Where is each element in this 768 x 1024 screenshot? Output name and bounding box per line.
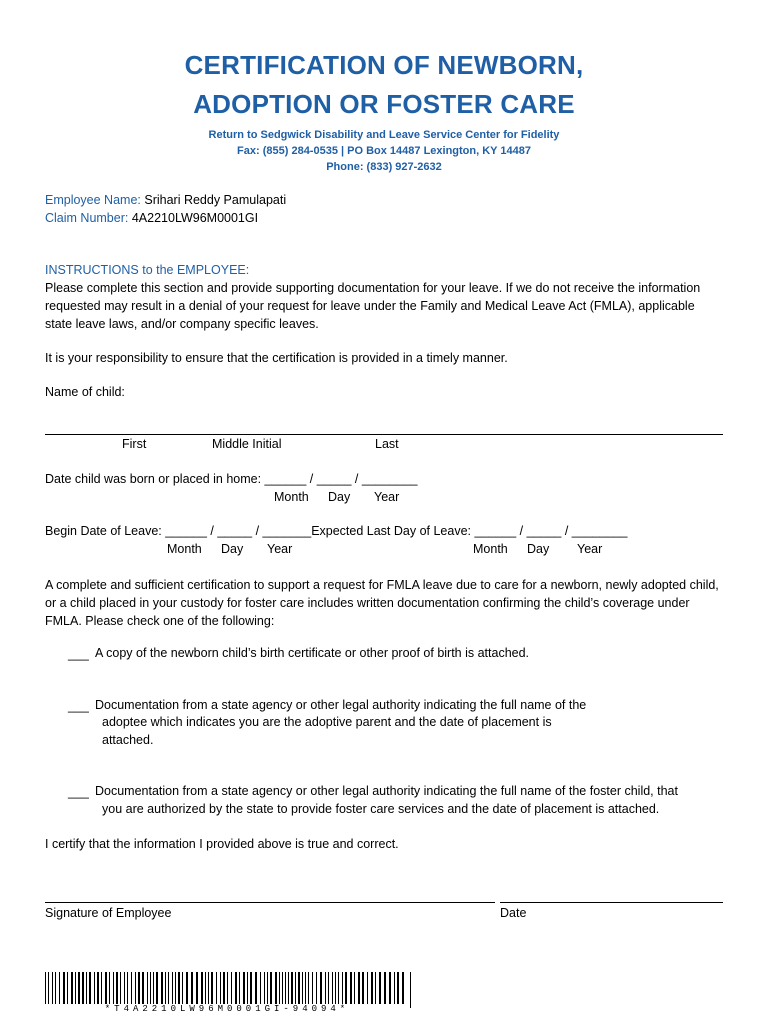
begin-year-caption: Year [267,542,293,556]
signature-label: Signature of Employee [45,906,172,920]
return-address-line: Return to Sedgwick Disability and Leave Service Center for Fidelity [208,129,560,141]
barcode [45,972,411,1008]
responsibility-text: It is your responsibility to ensure that the certification is provided in a timely manner. [45,351,508,365]
date-born-row: Date child was born or placed in home: ______ / _____ / ________ [45,472,418,486]
option2-text-line-1: Documentation from a state agency or other legal authority indicating the full name of the [95,698,587,712]
date-line[interactable] [500,902,723,903]
claim-number-label: Claim Number: [45,211,129,225]
end-year-caption: Year [577,542,603,556]
first-name-caption: First [122,437,147,451]
option3-text-line-2: you are authorized by the state to provide foster care services and the date of placement is attached. [102,802,660,816]
fax-address-line: Fax: (855) 284-0535 | PO Box 14487 Lexington, KY 14487 [237,145,531,157]
end-month-caption: Month [473,542,508,556]
begin-month-caption: Month [167,542,202,556]
last-name-caption: Last [375,437,399,451]
claim-number-row [45,211,258,225]
instructions-heading: INSTRUCTIONS to the EMPLOYEE: [45,263,250,277]
option1-text: A copy of the newborn child’s birth certificate or other proof of birth is attached. [95,646,530,660]
claim-number-value: 4A2210LW96M0001GI [131,211,259,225]
title-line-1: CERTIFICATION OF NEWBORN, [184,50,584,80]
option1-checkbox[interactable]: ___ [68,647,89,661]
date-label: Date [500,906,527,920]
option2-text-line-3: attached. [102,733,154,747]
option3-text-line-1: Documentation from a state agency or other legal authority indicating the full name of the foster child, that [95,784,678,798]
barcode-text: *T4A2210LW96M0001GI-94094* [45,1004,409,1014]
born-year-caption: Year [374,490,400,504]
employee-name-row [45,193,286,207]
option3-checkbox[interactable]: ___ [68,785,89,799]
signature-line[interactable] [45,902,495,903]
leave-dates-row: Begin Date of Leave: ______ / _____ / _______Expected Last Day of Leave: ______ / _____ / ________ [45,524,628,538]
born-month-caption: Month [274,490,309,504]
middle-initial-caption: Middle Initial [212,437,282,451]
child-name-line [45,434,723,435]
title-line-2: ADOPTION OR FOSTER CARE [193,89,575,119]
employee-name-value: Srihari Reddy Pamulapati [144,193,287,207]
employee-name-label: Employee Name: [45,193,141,207]
born-day-caption: Day [328,490,351,504]
begin-day-caption: Day [221,542,244,556]
instructions-paragraph: Please complete this section and provide supporting documentation for your leave. If we do not receive the information requested may result in a denial of your request for leave under the Family and Medical Leave Act (FMLA), applicable state leave laws, and/or company specific leaves. [45,281,701,331]
option2-checkbox[interactable]: ___ [68,699,89,713]
certify-statement: I certify that the information I provided above is true and correct. [45,837,399,851]
child-name-label: Name of child: [45,385,125,399]
end-day-caption: Day [527,542,550,556]
phone-line: Phone: (833) 927-2632 [326,161,442,173]
certification-intro: A complete and sufficient certification to support a request for FMLA leave due to care for a newborn, newly adopted child, or a child placed in your custody for foster care includes written documentation confirming the child’s coverage under FMLA. Please check one of the following: [45,578,719,628]
barcode-bars-icon [46,972,410,1006]
option2-text-line-2: adoptee which indicates you are the adoptive parent and the date of placement is [102,715,552,729]
